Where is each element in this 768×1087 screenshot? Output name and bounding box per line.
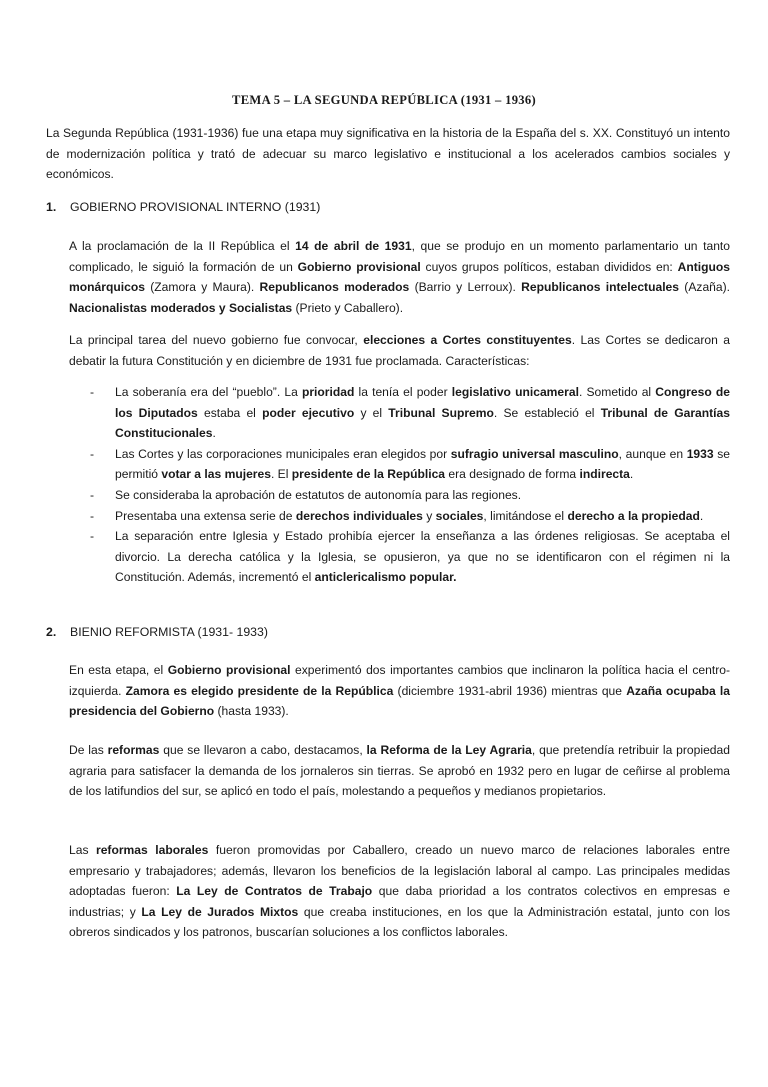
text-run: La soberanía era del “pueblo”. La: [115, 385, 302, 399]
text-run: era designado de forma: [445, 467, 580, 482]
dash-bullet: -: [90, 385, 95, 399]
bold-run: Congreso de los Diputados: [115, 385, 730, 420]
bold-run: sociales: [435, 508, 484, 523]
text-run: y el: [354, 405, 389, 420]
dash-bullet: -: [90, 508, 95, 523]
bold-run: Gobierno provisional: [167, 663, 291, 677]
text-run: que daba prioridad a los contratos colectivos en empresas e industrias; y: [69, 884, 730, 919]
text-run: Se consideraba la aprobación de estatutos de autonomía para las regiones.: [115, 487, 522, 502]
text-run: (Prieto y Caballero).: [292, 300, 404, 315]
constitution-characteristics-list: [90, 382, 730, 588]
section-title: GOBIERNO PROVISIONAL INTERNO (1931): [70, 200, 321, 214]
text-run: De las: [69, 743, 108, 757]
section-number: 2.: [46, 625, 57, 639]
paragraph-cortes-constituyentes: [69, 330, 730, 371]
text-run: . El: [270, 467, 292, 482]
text-run: que creaba instituciones, en los que la Administración estatal, junto con los obreros sindicados y los patronos, buscarían soluciones a los conflictos laborales.: [69, 904, 730, 940]
text-run: (Barrio y Lerroux).: [409, 280, 522, 295]
text-run: que se llevaron a cabo, destacamos,: [159, 743, 367, 757]
paragraph-cambios-gobierno: [69, 660, 730, 722]
bold-run: Tribunal Supremo: [388, 405, 494, 420]
intro-paragraph: La Segunda República (1931-1936) fue una etapa muy significativa en la historia de la España del s. XX. Constituyó un intento de modernización política y trató de adecuar su marco legislativo e institucional a los acelerados cambios sociales y económicos.: [46, 126, 730, 182]
section-title: BIENIO REFORMISTA (1931- 1933): [70, 625, 268, 639]
bold-run: 14 de abril de 1931: [295, 239, 412, 253]
section-number: 1.: [46, 200, 57, 214]
text-run: A la proclamación de la II República el: [69, 239, 296, 253]
text-run: .: [629, 467, 634, 482]
bold-run: elecciones a Cortes constituyentes: [363, 333, 572, 347]
bold-run: Republicanos moderados: [259, 280, 410, 295]
text-run: Presentaba una extensa serie de: [115, 508, 296, 523]
text-run: Las Cortes y las corporaciones municipales eran elegidos por: [115, 446, 451, 461]
bold-run: poder ejecutivo: [262, 405, 355, 420]
bold-run: Nacionalistas moderados y Socialistas: [69, 300, 293, 315]
bold-run: derechos individuales: [295, 508, 423, 523]
bold-run: derecho a la propiedad: [567, 508, 700, 523]
bold-run: Tribunal de Garantías Constitucionales: [115, 405, 730, 441]
paragraph-gobierno-provisional: [69, 236, 730, 318]
bold-run: La Ley de Contratos de Trabajo: [176, 884, 373, 899]
text-run: La separación entre Iglesia y Estado prohibía ejercer la enseñanza a las órdenes religiosas. Se aceptaba el divorcio. La derecha católica y la Iglesia, se opusieron, ya que no se identificaron con el régimen ni la Constitución. Además, incrementó el: [115, 529, 730, 585]
bold-run: reformas: [107, 743, 160, 757]
section-heading-1: [46, 198, 730, 216]
bold-run: indirecta: [579, 467, 630, 482]
text-run: se permitió: [115, 446, 730, 482]
text-run: (hasta 1933).: [214, 704, 289, 719]
text-run: y: [422, 508, 436, 523]
text-run: La principal tarea del nuevo gobierno fue convocar,: [69, 333, 364, 347]
bold-run: anticlericalismo popular.: [314, 570, 457, 585]
bold-run: presidente de la República: [291, 467, 446, 482]
bold-run: Azaña ocupaba la presidencia del Gobierno: [69, 683, 730, 719]
text-run: . Sometido al: [578, 385, 656, 399]
list-item: [90, 444, 730, 485]
dash-bullet: -: [90, 487, 95, 502]
bold-run: votar a las mujeres: [161, 467, 271, 482]
list-item: [90, 526, 730, 588]
text-run: cuyos grupos políticos, estaban divididos en:: [420, 259, 678, 274]
text-run: . Las Cortes se dedicaron a debatir la futura Constitución y en diciembre de 1931 fue proclamada. Características:: [69, 333, 731, 368]
text-run: .: [212, 426, 216, 441]
bold-run: la Reforma de la Ley Agraria: [366, 743, 532, 757]
bold-run: 1933: [686, 446, 714, 461]
text-run: , que se produjo en un momento parlamentario un tanto complicado, le siguió la formación de un: [69, 239, 731, 274]
bold-run: Antiguos monárquicos: [69, 259, 730, 295]
section-heading-2: [46, 623, 730, 641]
bold-run: sufragio universal masculino: [450, 446, 619, 461]
text-run: En esta etapa, el: [69, 663, 168, 677]
text-run: .: [699, 508, 704, 523]
bold-run: Republicanos intelectuales: [521, 280, 680, 295]
text-run: (Azaña).: [679, 280, 731, 295]
bold-run: Gobierno provisional: [297, 259, 421, 274]
bold-run: reformas laborales: [96, 843, 209, 857]
paragraph-reformas-laborales: [69, 840, 730, 943]
text-run: (Zamora y Maura).: [144, 280, 260, 295]
text-run: , limitándose el: [483, 508, 568, 523]
list-item: [90, 382, 730, 444]
bold-run: La Ley de Jurados Mixtos: [141, 904, 299, 919]
text-run: la tenía el poder: [354, 385, 452, 399]
text-run: . Se estableció el: [493, 405, 601, 420]
dash-bullet: -: [90, 529, 95, 544]
list-item: [90, 485, 730, 506]
text-run: Las: [69, 843, 96, 857]
bold-run: Zamora es elegido presidente de la República: [125, 683, 394, 698]
list-item: [90, 506, 730, 527]
text-run: (diciembre 1931-abril 1936) mientras que: [393, 683, 627, 698]
text-run: fueron promovidas por Caballero, creado un nuevo marco de relaciones laborales entre empresario y trabajadores; además, llevaron los beneficios de la legislación laboral al campo. Las principales medidas adoptadas fueron:: [69, 843, 730, 899]
paragraph-reforma-agraria: [69, 740, 730, 802]
text-run: , aunque en: [618, 446, 687, 461]
dash-bullet: -: [90, 446, 95, 461]
text-run: estaba el: [197, 405, 263, 420]
text-run: , que pretendía retribuir la propiedad agraria para satisfacer la demanda de los jornaleros sin tierras. Se aprobó en 1932 pero en lugar de ceñirse al problema de los latifundios del sur, se aplicó en todo el país, molestando a pequeños y medianos propietarios.: [69, 743, 730, 799]
bold-run: legislativo unicameral: [451, 385, 579, 399]
page-title: TEMA 5 – LA SEGUNDA REPÚBLICA (1931 – 1936): [232, 93, 536, 107]
bold-run: prioridad: [301, 385, 355, 399]
text-run: experimentó dos importantes cambios que inclinaron la política hacia el centro-izquierda.: [69, 663, 730, 698]
